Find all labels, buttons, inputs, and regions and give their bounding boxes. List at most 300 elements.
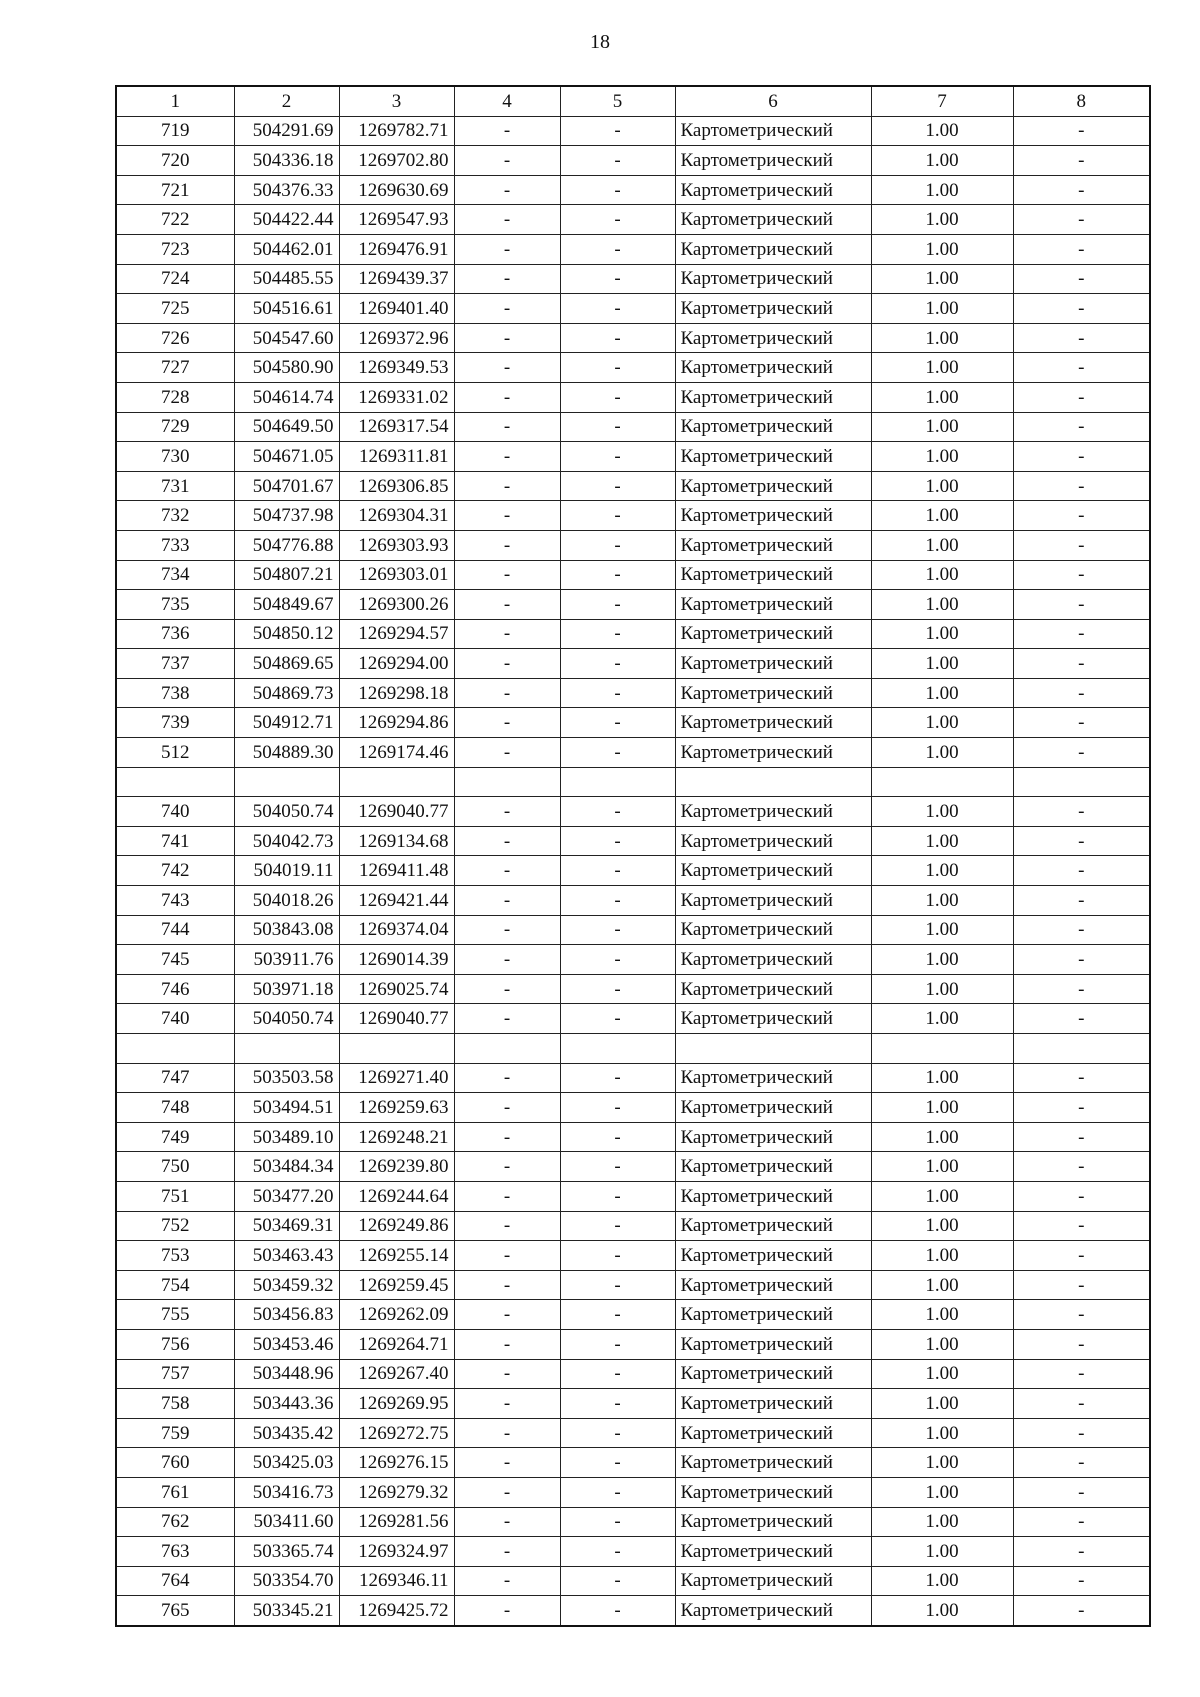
method-cell: Картометрический [675, 205, 871, 235]
method-cell: Картометрический [675, 1596, 871, 1626]
method-cell: Картометрический [675, 501, 871, 531]
y-coordinate-cell: 1269276.15 [339, 1448, 454, 1478]
precision-cell: 1.00 [871, 560, 1013, 590]
x-coordinate-cell: 503459.32 [234, 1270, 339, 1300]
column-number-cell: 5 [560, 86, 675, 116]
point-number-cell: 737 [116, 649, 234, 679]
y-coordinate-cell: 1269331.02 [339, 382, 454, 412]
precision-cell: 1.00 [871, 146, 1013, 176]
col-4-cell: - [454, 826, 560, 856]
col-8-cell: - [1013, 1122, 1150, 1152]
col-8-cell: - [1013, 1181, 1150, 1211]
method-cell: Картометрический [675, 560, 871, 590]
col-8-cell: - [1013, 1418, 1150, 1448]
y-coordinate-cell: 1269421.44 [339, 886, 454, 916]
method-cell: Картометрический [675, 1329, 871, 1359]
col-8-cell: - [1013, 1270, 1150, 1300]
method-cell: Картометрический [675, 1063, 871, 1093]
precision-cell: 1.00 [871, 1359, 1013, 1389]
table-row [116, 1477, 1150, 1507]
precision-cell: 1.00 [871, 915, 1013, 945]
col-5-cell: - [560, 146, 675, 176]
y-coordinate-cell: 1269014.39 [339, 945, 454, 975]
table-row [116, 619, 1150, 649]
precision-cell: 1.00 [871, 1122, 1013, 1152]
y-coordinate-cell: 1269324.97 [339, 1537, 454, 1567]
col-4-cell: - [454, 1004, 560, 1034]
y-coordinate-cell [339, 1034, 454, 1064]
col-5-cell: - [560, 708, 675, 738]
x-coordinate-cell: 504376.33 [234, 175, 339, 205]
method-cell: Картометрический [675, 915, 871, 945]
col-8-cell [1013, 767, 1150, 797]
point-number-cell: 756 [116, 1329, 234, 1359]
table-row [116, 1004, 1150, 1034]
method-cell: Картометрический [675, 590, 871, 620]
col-8-cell: - [1013, 1211, 1150, 1241]
col-4-cell: - [454, 856, 560, 886]
y-coordinate-cell: 1269259.45 [339, 1270, 454, 1300]
col-5-cell: - [560, 412, 675, 442]
y-coordinate-cell: 1269411.48 [339, 856, 454, 886]
x-coordinate-cell: 504807.21 [234, 560, 339, 590]
y-coordinate-cell: 1269476.91 [339, 234, 454, 264]
table-row [116, 1389, 1150, 1419]
precision-cell: 1.00 [871, 1093, 1013, 1123]
col-5-cell: - [560, 1063, 675, 1093]
col-5-cell [560, 1034, 675, 1064]
x-coordinate-cell: 503354.70 [234, 1566, 339, 1596]
method-cell: Картометрический [675, 708, 871, 738]
col-5-cell: - [560, 353, 675, 383]
col-4-cell: - [454, 501, 560, 531]
point-number-cell: 754 [116, 1270, 234, 1300]
col-4-cell: - [454, 353, 560, 383]
col-5-cell: - [560, 619, 675, 649]
col-4-cell: - [454, 1152, 560, 1182]
x-coordinate-cell: 503911.76 [234, 945, 339, 975]
point-number-cell: 726 [116, 323, 234, 353]
table-row [116, 501, 1150, 531]
x-coordinate-cell: 504580.90 [234, 353, 339, 383]
precision-cell: 1.00 [871, 1507, 1013, 1537]
method-cell: Картометрический [675, 1300, 871, 1330]
col-4-cell: - [454, 1389, 560, 1419]
point-number-cell: 761 [116, 1477, 234, 1507]
col-8-cell: - [1013, 1329, 1150, 1359]
column-number-row [116, 86, 1150, 116]
y-coordinate-cell: 1269630.69 [339, 175, 454, 205]
y-coordinate-cell: 1269272.75 [339, 1418, 454, 1448]
table-row [116, 146, 1150, 176]
col-4-cell: - [454, 1537, 560, 1567]
point-number-cell: 746 [116, 974, 234, 1004]
table-row [116, 323, 1150, 353]
col-5-cell: - [560, 915, 675, 945]
table-row [116, 294, 1150, 324]
y-coordinate-cell: 1269294.57 [339, 619, 454, 649]
col-4-cell: - [454, 1122, 560, 1152]
y-coordinate-cell: 1269294.86 [339, 708, 454, 738]
table-separator-row [116, 767, 1150, 797]
col-5-cell: - [560, 1300, 675, 1330]
method-cell [675, 1034, 871, 1064]
precision-cell: 1.00 [871, 678, 1013, 708]
point-number-cell: 757 [116, 1359, 234, 1389]
y-coordinate-cell: 1269303.93 [339, 530, 454, 560]
point-number-cell: 728 [116, 382, 234, 412]
table-row [116, 1300, 1150, 1330]
precision-cell [871, 1034, 1013, 1064]
point-number-cell: 753 [116, 1241, 234, 1271]
table-row [116, 649, 1150, 679]
method-cell: Картометрический [675, 353, 871, 383]
x-coordinate-cell: 503435.42 [234, 1418, 339, 1448]
col-5-cell: - [560, 1241, 675, 1271]
y-coordinate-cell: 1269547.93 [339, 205, 454, 235]
x-coordinate-cell: 503345.21 [234, 1596, 339, 1626]
x-coordinate-cell: 503425.03 [234, 1448, 339, 1478]
col-8-cell: - [1013, 649, 1150, 679]
column-number-cell: 6 [675, 86, 871, 116]
col-4-cell: - [454, 1507, 560, 1537]
x-coordinate-cell: 503463.43 [234, 1241, 339, 1271]
col-8-cell: - [1013, 945, 1150, 975]
col-5-cell: - [560, 797, 675, 827]
table-row [116, 382, 1150, 412]
point-number-cell: 727 [116, 353, 234, 383]
method-cell: Картометрический [675, 1241, 871, 1271]
col-4-cell: - [454, 1329, 560, 1359]
col-4-cell: - [454, 1300, 560, 1330]
col-4-cell: - [454, 294, 560, 324]
col-8-cell: - [1013, 826, 1150, 856]
table-row [116, 1241, 1150, 1271]
y-coordinate-cell: 1269311.81 [339, 442, 454, 472]
table-row [116, 1537, 1150, 1567]
col-8-cell: - [1013, 678, 1150, 708]
x-coordinate-cell: 504889.30 [234, 738, 339, 768]
method-cell: Картометрический [675, 1359, 871, 1389]
x-coordinate-cell: 504336.18 [234, 146, 339, 176]
point-number-cell: 736 [116, 619, 234, 649]
table-row [116, 175, 1150, 205]
col-5-cell: - [560, 1566, 675, 1596]
col-8-cell: - [1013, 175, 1150, 205]
method-cell: Картометрический [675, 1152, 871, 1182]
col-4-cell: - [454, 974, 560, 1004]
y-coordinate-cell: 1269294.00 [339, 649, 454, 679]
point-number-cell: 721 [116, 175, 234, 205]
col-4-cell: - [454, 649, 560, 679]
precision-cell: 1.00 [871, 1477, 1013, 1507]
y-coordinate-cell: 1269782.71 [339, 116, 454, 146]
y-coordinate-cell: 1269025.74 [339, 974, 454, 1004]
table-row [116, 234, 1150, 264]
method-cell: Картометрический [675, 826, 871, 856]
x-coordinate-cell: 503489.10 [234, 1122, 339, 1152]
x-coordinate-cell: 503443.36 [234, 1389, 339, 1419]
point-number-cell: 725 [116, 294, 234, 324]
col-8-cell: - [1013, 146, 1150, 176]
method-cell: Картометрический [675, 886, 871, 916]
col-5-cell: - [560, 1359, 675, 1389]
col-5-cell: - [560, 590, 675, 620]
col-5-cell: - [560, 382, 675, 412]
col-5-cell: - [560, 678, 675, 708]
col-5-cell: - [560, 886, 675, 916]
x-coordinate-cell: 503456.83 [234, 1300, 339, 1330]
col-4-cell: - [454, 382, 560, 412]
y-coordinate-cell: 1269298.18 [339, 678, 454, 708]
precision-cell: 1.00 [871, 1270, 1013, 1300]
col-4-cell: - [454, 738, 560, 768]
point-number-cell: 747 [116, 1063, 234, 1093]
point-number-cell: 749 [116, 1122, 234, 1152]
method-cell: Картометрический [675, 1211, 871, 1241]
y-coordinate-cell: 1269262.09 [339, 1300, 454, 1330]
method-cell: Картометрический [675, 797, 871, 827]
col-4-cell: - [454, 1448, 560, 1478]
point-number-cell: 722 [116, 205, 234, 235]
method-cell [675, 767, 871, 797]
x-coordinate-cell: 504018.26 [234, 886, 339, 916]
method-cell: Картометрический [675, 412, 871, 442]
col-4-cell: - [454, 264, 560, 294]
col-8-cell: - [1013, 708, 1150, 738]
table-row [116, 886, 1150, 916]
col-8-cell: - [1013, 1389, 1150, 1419]
x-coordinate-cell: 504042.73 [234, 826, 339, 856]
method-cell: Картометрический [675, 1004, 871, 1034]
col-8-cell: - [1013, 560, 1150, 590]
col-4-cell: - [454, 323, 560, 353]
x-coordinate-cell: 503448.96 [234, 1359, 339, 1389]
point-number-cell [116, 1034, 234, 1064]
x-coordinate-cell: 504776.88 [234, 530, 339, 560]
precision-cell: 1.00 [871, 442, 1013, 472]
col-4-cell: - [454, 886, 560, 916]
point-number-cell: 750 [116, 1152, 234, 1182]
y-coordinate-cell [339, 767, 454, 797]
x-coordinate-cell: 504291.69 [234, 116, 339, 146]
col-5-cell: - [560, 116, 675, 146]
method-cell: Картометрический [675, 945, 871, 975]
col-8-cell: - [1013, 856, 1150, 886]
table-row [116, 116, 1150, 146]
col-5-cell: - [560, 323, 675, 353]
page-number: 18 [590, 31, 610, 53]
column-number-cell: 1 [116, 86, 234, 116]
y-coordinate-cell: 1269346.11 [339, 1566, 454, 1596]
col-8-cell: - [1013, 1596, 1150, 1626]
precision-cell: 1.00 [871, 323, 1013, 353]
method-cell: Картометрический [675, 856, 871, 886]
precision-cell: 1.00 [871, 1537, 1013, 1567]
point-number-cell: 740 [116, 1004, 234, 1034]
precision-cell: 1.00 [871, 619, 1013, 649]
col-5-cell: - [560, 175, 675, 205]
x-coordinate-cell: 503503.58 [234, 1063, 339, 1093]
x-coordinate-cell: 504422.44 [234, 205, 339, 235]
table-row [116, 1448, 1150, 1478]
x-coordinate-cell: 503484.34 [234, 1152, 339, 1182]
coordinates-table [115, 85, 1151, 1627]
precision-cell: 1.00 [871, 590, 1013, 620]
x-coordinate-cell: 504547.60 [234, 323, 339, 353]
precision-cell: 1.00 [871, 264, 1013, 294]
col-5-cell: - [560, 1004, 675, 1034]
point-number-cell: 743 [116, 886, 234, 916]
precision-cell: 1.00 [871, 1152, 1013, 1182]
method-cell: Картометрический [675, 234, 871, 264]
table-separator-row [116, 1034, 1150, 1064]
precision-cell: 1.00 [871, 974, 1013, 1004]
point-number-cell: 765 [116, 1596, 234, 1626]
point-number-cell: 724 [116, 264, 234, 294]
precision-cell: 1.00 [871, 945, 1013, 975]
y-coordinate-cell: 1269317.54 [339, 412, 454, 442]
point-number-cell [116, 767, 234, 797]
table-row [116, 412, 1150, 442]
table-row [116, 560, 1150, 590]
col-5-cell: - [560, 649, 675, 679]
point-number-cell: 758 [116, 1389, 234, 1419]
y-coordinate-cell: 1269702.80 [339, 146, 454, 176]
precision-cell: 1.00 [871, 1418, 1013, 1448]
method-cell: Картометрический [675, 1418, 871, 1448]
x-coordinate-cell: 503411.60 [234, 1507, 339, 1537]
point-number-cell: 751 [116, 1181, 234, 1211]
x-coordinate-cell [234, 1034, 339, 1064]
method-cell: Картометрический [675, 146, 871, 176]
method-cell: Картометрический [675, 323, 871, 353]
x-coordinate-cell: 504671.05 [234, 442, 339, 472]
table-row [116, 1359, 1150, 1389]
col-5-cell: - [560, 738, 675, 768]
table-row [116, 974, 1150, 1004]
col-4-cell: - [454, 1093, 560, 1123]
precision-cell: 1.00 [871, 1300, 1013, 1330]
x-coordinate-cell: 503494.51 [234, 1093, 339, 1123]
col-8-cell: - [1013, 116, 1150, 146]
col-4-cell: - [454, 1181, 560, 1211]
col-4-cell: - [454, 1211, 560, 1241]
table-row [116, 915, 1150, 945]
method-cell: Картометрический [675, 175, 871, 205]
column-number-cell: 4 [454, 86, 560, 116]
x-coordinate-cell: 503469.31 [234, 1211, 339, 1241]
precision-cell: 1.00 [871, 1389, 1013, 1419]
col-5-cell: - [560, 1122, 675, 1152]
point-number-cell: 734 [116, 560, 234, 590]
point-number-cell: 741 [116, 826, 234, 856]
point-number-cell: 759 [116, 1418, 234, 1448]
col-4-cell: - [454, 945, 560, 975]
col-5-cell: - [560, 264, 675, 294]
point-number-cell: 762 [116, 1507, 234, 1537]
col-5-cell: - [560, 234, 675, 264]
table-row [116, 826, 1150, 856]
col-5-cell: - [560, 501, 675, 531]
point-number-cell: 723 [116, 234, 234, 264]
table-row [116, 708, 1150, 738]
col-8-cell: - [1013, 1566, 1150, 1596]
method-cell: Картометрический [675, 471, 871, 501]
precision-cell: 1.00 [871, 471, 1013, 501]
precision-cell: 1.00 [871, 1211, 1013, 1241]
table-row [116, 1418, 1150, 1448]
y-coordinate-cell: 1269372.96 [339, 323, 454, 353]
col-8-cell: - [1013, 1300, 1150, 1330]
precision-cell: 1.00 [871, 1596, 1013, 1626]
col-8-cell: - [1013, 530, 1150, 560]
col-4-cell: - [454, 146, 560, 176]
point-number-cell: 738 [116, 678, 234, 708]
col-8-cell: - [1013, 234, 1150, 264]
y-coordinate-cell: 1269267.40 [339, 1359, 454, 1389]
y-coordinate-cell: 1269040.77 [339, 797, 454, 827]
method-cell: Картометрический [675, 442, 871, 472]
col-4-cell: - [454, 442, 560, 472]
precision-cell: 1.00 [871, 856, 1013, 886]
method-cell: Картометрический [675, 382, 871, 412]
table-row [116, 442, 1150, 472]
precision-cell: 1.00 [871, 412, 1013, 442]
y-coordinate-cell: 1269281.56 [339, 1507, 454, 1537]
precision-cell: 1.00 [871, 116, 1013, 146]
col-5-cell: - [560, 560, 675, 590]
table-row [116, 1181, 1150, 1211]
y-coordinate-cell: 1269401.40 [339, 294, 454, 324]
y-coordinate-cell: 1269279.32 [339, 1477, 454, 1507]
col-5-cell: - [560, 471, 675, 501]
table-body [116, 86, 1150, 1626]
col-5-cell: - [560, 1329, 675, 1359]
x-coordinate-cell: 504737.98 [234, 501, 339, 531]
table-row [116, 530, 1150, 560]
point-number-cell: 748 [116, 1093, 234, 1123]
y-coordinate-cell: 1269303.01 [339, 560, 454, 590]
precision-cell: 1.00 [871, 797, 1013, 827]
table-row [116, 1093, 1150, 1123]
method-cell: Картометрический [675, 530, 871, 560]
table-row [116, 205, 1150, 235]
precision-cell: 1.00 [871, 1241, 1013, 1271]
col-5-cell: - [560, 826, 675, 856]
y-coordinate-cell: 1269040.77 [339, 1004, 454, 1034]
precision-cell: 1.00 [871, 382, 1013, 412]
table-row [116, 471, 1150, 501]
table-row [116, 1596, 1150, 1626]
col-8-cell: - [1013, 590, 1150, 620]
method-cell: Картометрический [675, 1477, 871, 1507]
col-8-cell: - [1013, 1063, 1150, 1093]
precision-cell: 1.00 [871, 649, 1013, 679]
precision-cell: 1.00 [871, 530, 1013, 560]
y-coordinate-cell: 1269374.04 [339, 915, 454, 945]
col-4-cell: - [454, 797, 560, 827]
col-4-cell: - [454, 1270, 560, 1300]
col-5-cell: - [560, 1389, 675, 1419]
col-5-cell: - [560, 974, 675, 1004]
point-number-cell: 732 [116, 501, 234, 531]
y-coordinate-cell: 1269239.80 [339, 1152, 454, 1182]
col-4-cell: - [454, 619, 560, 649]
table-row [116, 1566, 1150, 1596]
x-coordinate-cell: 503416.73 [234, 1477, 339, 1507]
method-cell: Картометрический [675, 1122, 871, 1152]
